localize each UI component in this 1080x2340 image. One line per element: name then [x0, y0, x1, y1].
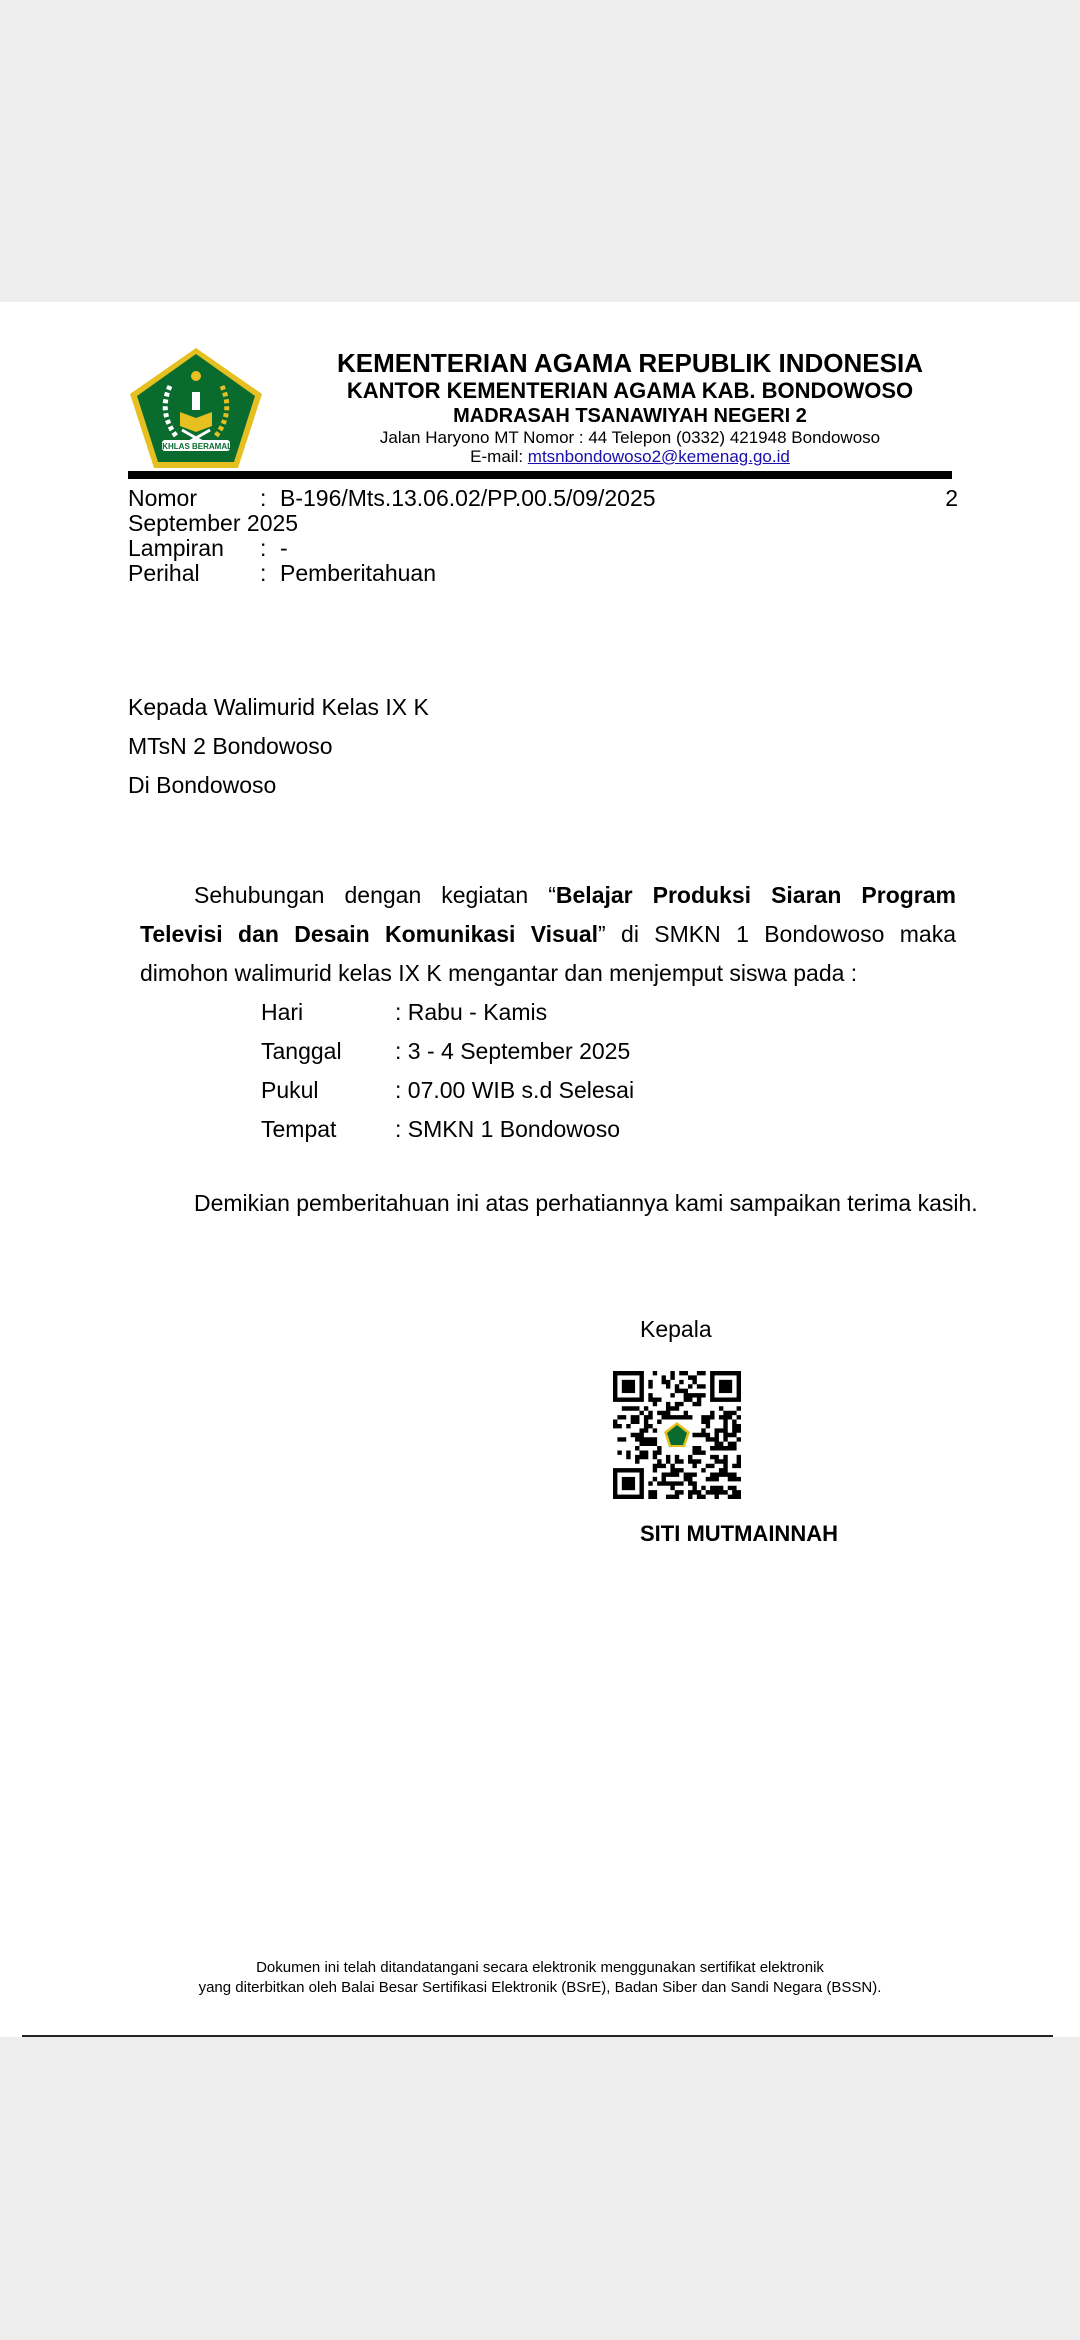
office-title: KANTOR KEMENTERIAN AGAMA KAB. BONDOWOSO: [346, 378, 914, 403]
esign-footer: [0, 1958, 1080, 1998]
recipient-line: MTsN 2 Bondowoso: [128, 733, 333, 759]
colon: :: [260, 535, 267, 561]
closing-sentence: Demikian pemberitahuan ini atas perhatiannya kami sampaikan terima kasih.: [194, 1190, 978, 1216]
detail-label: Pukul: [261, 1077, 319, 1103]
footer-line: yang diterbitkan oleh Balai Besar Sertifikasi Elektronik (BSrE), Badan Siber dan Sandi Negara (BSSN).: [198, 1979, 882, 1996]
signatory-name: SITI MUTMAINNAH: [640, 1521, 838, 1546]
page-bottom-rule: [22, 2035, 1053, 2037]
detail-value: : SMKN 1 Bondowoso: [395, 1116, 621, 1142]
nomor-row: [128, 486, 958, 511]
nomor-label: Nomor: [128, 485, 198, 511]
lampiran-row: [128, 536, 958, 561]
intro-before: Sehubungan dengan kegiatan “: [194, 882, 556, 908]
email-label: E-mail:: [470, 447, 528, 466]
footer-line: Dokumen ini telah ditandatangani secara elektronik menggunakan sertifikat elektronik: [256, 1959, 824, 1976]
detail-value: : 07.00 WIB s.d Selesai: [395, 1077, 635, 1103]
school-email: [250, 447, 1010, 467]
letterhead-divider: [128, 471, 952, 479]
event-details: [261, 993, 761, 1149]
detail-row: [261, 1071, 761, 1110]
school-address: Jalan Haryono MT Nomor : 44 Telepon (0332) 421948 Bondowoso: [379, 428, 881, 447]
letter-date-rest: September 2025: [128, 510, 299, 536]
perihal-label: Perihal: [128, 560, 200, 586]
recipient-block: [128, 688, 429, 805]
detail-value: : 3 - 4 September 2025: [395, 1038, 631, 1064]
qr-code-icon: [613, 1371, 741, 1499]
email-link[interactable]: mtsnbondowoso2@kemenag.go.id: [527, 447, 790, 466]
detail-row: [261, 1032, 761, 1071]
letterhead: [250, 348, 1010, 467]
intro-after: ” di SMKN 1 Bondowoso maka dimohon walimurid kelas IX K mengantar dan menjemput siswa pada :: [140, 921, 956, 986]
detail-label: Tempat: [261, 1116, 337, 1142]
detail-row: [261, 993, 761, 1032]
signatory-title: Kepala: [640, 1316, 712, 1342]
recipient-line: Di Bondowoso: [128, 772, 277, 798]
perihal-row: [128, 561, 958, 586]
logo-text: IKHLAS BERAMAL: [160, 442, 232, 451]
detail-label: Tanggal: [261, 1038, 342, 1064]
nomor-value: B-196/Mts.13.06.02/PP.00.5/09/2025: [280, 485, 656, 511]
document-page: [0, 302, 1080, 2037]
letter-date-day: 2: [945, 485, 958, 511]
lampiran-value: -: [280, 535, 288, 561]
ministry-title: KEMENTERIAN AGAMA REPUBLIK INDONESIA: [337, 348, 923, 378]
detail-value: : Rabu - Kamis: [395, 999, 548, 1025]
detail-row: [261, 1110, 761, 1149]
school-title: MADRASAH TSANAWIYAH NEGERI 2: [453, 405, 807, 427]
date-row: [128, 511, 958, 536]
activity-name: Belajar Produksi Siaran Program Televisi dan Desain Komunikasi Visual: [140, 882, 956, 947]
body-paragraph: [140, 876, 956, 993]
recipient-line: Kepada Walimurid Kelas IX K: [128, 694, 429, 720]
lampiran-label: Lampiran: [128, 535, 224, 561]
detail-label: Hari: [261, 999, 304, 1025]
colon: :: [260, 560, 267, 586]
colon: :: [260, 485, 267, 511]
kemenag-emblem-icon: [128, 346, 264, 470]
perihal-value: Pemberitahuan: [280, 560, 436, 586]
letter-meta: [128, 486, 958, 586]
